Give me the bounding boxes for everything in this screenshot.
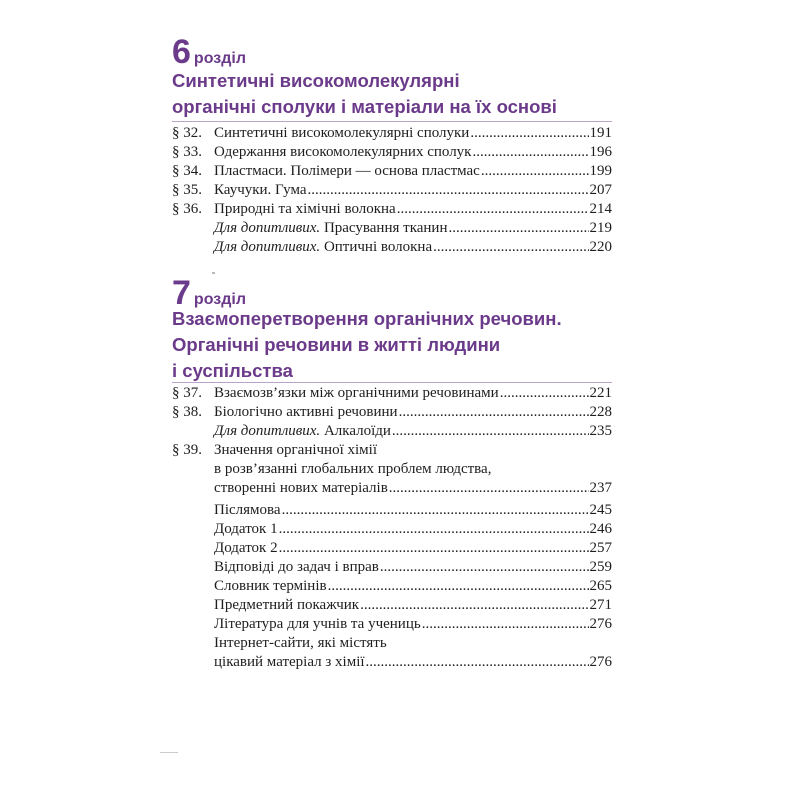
section-title-line: Синтетичні високомолекулярні	[172, 70, 460, 91]
section-title-line: і суспільства	[172, 360, 293, 381]
entry-title-line: Значення органічної хімії	[214, 442, 377, 458]
leader-dots	[282, 501, 589, 520]
section-word: розділ	[193, 291, 246, 308]
paragraph-number: § 36.	[172, 201, 202, 217]
scan-speck	[160, 752, 178, 753]
page-number: 235	[589, 423, 612, 439]
entry-title: Додаток 1	[214, 521, 278, 537]
toc-entry[interactable]	[172, 615, 612, 634]
entry-title: Каучуки. Гума	[214, 182, 307, 198]
page-number: 191	[589, 125, 612, 141]
page-number: 219	[589, 220, 612, 236]
page-number: 246	[589, 521, 612, 537]
page-number: 276	[589, 616, 612, 632]
toc-entry[interactable]	[172, 162, 612, 181]
entry-title-rest: Прасування тканин	[320, 220, 448, 236]
toc-entry[interactable]	[172, 238, 612, 257]
section-number: 7	[172, 274, 191, 312]
toc-entry[interactable]	[172, 501, 612, 520]
section-6-title	[172, 68, 557, 120]
leader-dots	[380, 558, 589, 577]
page-number: 196	[589, 144, 612, 160]
page-number: 199	[589, 163, 612, 179]
leader-dots	[389, 479, 589, 498]
paragraph-number: § 34.	[172, 163, 202, 179]
section-divider	[172, 121, 612, 122]
back-matter-entries	[172, 501, 612, 672]
entry-title-line: в розв’язанні глобальних проблем людства,	[214, 461, 492, 477]
page-number: 257	[589, 540, 612, 556]
paragraph-number: § 37.	[172, 385, 202, 401]
entry-title	[214, 238, 432, 257]
entry-title	[214, 219, 448, 238]
leader-dots	[328, 577, 589, 596]
section-7-heading	[172, 276, 246, 310]
page-number: 265	[589, 578, 612, 594]
toc-entry-line[interactable]	[172, 460, 612, 479]
entry-title: Післямова	[214, 502, 281, 518]
section-title-line: органічні сполуки і матеріали на їх основі	[172, 96, 557, 117]
section-title-line: Органічні речовини в житті людини	[172, 334, 501, 355]
page-number: 228	[589, 404, 612, 420]
toc-entry[interactable]	[172, 143, 612, 162]
toc-entry[interactable]	[172, 558, 612, 577]
toc-entry-line[interactable]	[172, 441, 612, 460]
toc-entry[interactable]	[172, 422, 612, 441]
leader-dots	[397, 200, 589, 219]
section-6-entries	[172, 124, 612, 257]
entry-title: Література для учнів та учениць	[214, 616, 421, 632]
paragraph-number: § 32.	[172, 125, 202, 141]
entry-title: Синтетичні високомолекулярні сполуки	[214, 125, 470, 141]
section-word: розділ	[193, 50, 246, 67]
page-number: 214	[589, 201, 612, 217]
entry-title-rest: Оптичні волокна	[320, 239, 433, 255]
section-number: 6	[172, 33, 191, 71]
toc-entry[interactable]	[172, 596, 612, 615]
entry-title: створенні нових матеріалів	[214, 480, 388, 496]
page-number: 207	[589, 182, 612, 198]
page-number: 221	[589, 385, 612, 401]
entry-title-line: Інтернет-сайти, які містять	[214, 635, 387, 651]
paragraph-number: § 35.	[172, 182, 202, 198]
page-number: 271	[589, 597, 612, 613]
toc-entry[interactable]	[172, 653, 612, 672]
entry-title: цікавий матеріал з хімії	[214, 654, 365, 670]
page-number: 276	[589, 654, 612, 670]
entry-italic-prefix: Для допитливих.	[214, 423, 321, 439]
paragraph-number: § 38.	[172, 404, 202, 420]
toc-entry[interactable]	[172, 124, 612, 143]
entry-title: Пластмаси. Полімери — основа пластмас	[214, 163, 480, 179]
paragraph-number: § 39.	[172, 442, 202, 458]
leader-dots	[366, 653, 589, 672]
entry-title: Біологічно активні речовини	[214, 404, 398, 420]
leader-dots	[279, 520, 589, 539]
toc-entry[interactable]	[172, 539, 612, 558]
leader-dots	[472, 143, 588, 162]
leader-dots	[470, 124, 588, 143]
toc-entry-line[interactable]	[172, 634, 612, 653]
leader-dots	[481, 162, 589, 181]
toc-entry[interactable]	[172, 520, 612, 539]
leader-dots	[449, 219, 589, 238]
leader-dots	[392, 422, 589, 441]
entry-title-rest: Алкалоїди	[320, 423, 391, 439]
entry-italic-prefix: Для допитливих.	[214, 220, 321, 236]
toc-entry[interactable]	[172, 181, 612, 200]
leader-dots	[422, 615, 589, 634]
leader-dots	[433, 238, 588, 257]
entry-title: Взаємозв’язки між органічними речовинами	[214, 385, 499, 401]
entry-title: Одержання високомолекулярних сполук	[214, 144, 472, 160]
leader-dots	[399, 403, 589, 422]
toc-entry[interactable]	[172, 200, 612, 219]
section-title-line: Взаємоперетворення органічних речовин.	[172, 308, 562, 329]
entry-title	[214, 422, 391, 441]
page-number: 259	[589, 559, 612, 575]
entry-title: Природні та хімічні волокна	[214, 201, 396, 217]
page-number: 237	[589, 480, 612, 496]
leader-dots	[279, 539, 589, 558]
scan-speck	[212, 272, 215, 274]
entry-italic-prefix: Для допитливих.	[214, 239, 321, 255]
section-7-entries	[172, 384, 612, 498]
section-6-heading	[172, 35, 246, 69]
page-number: 220	[589, 239, 612, 255]
leader-dots	[360, 596, 588, 615]
leader-dots	[500, 384, 589, 403]
entry-title: Словник термінів	[214, 578, 327, 594]
toc-entry[interactable]	[172, 479, 612, 498]
page-number: 245	[589, 502, 612, 518]
toc-entry[interactable]	[172, 219, 612, 238]
toc-entry[interactable]	[172, 403, 612, 422]
entry-title: Предметний покажчик	[214, 597, 360, 613]
toc-entry[interactable]	[172, 384, 612, 403]
section-divider	[172, 382, 612, 383]
section-7-title	[172, 306, 562, 384]
entry-title: Відповіді до задач і вправ	[214, 559, 379, 575]
toc-entry[interactable]	[172, 577, 612, 596]
entry-title: Додаток 2	[214, 540, 278, 556]
paragraph-number: § 33.	[172, 144, 202, 160]
leader-dots	[308, 181, 589, 200]
